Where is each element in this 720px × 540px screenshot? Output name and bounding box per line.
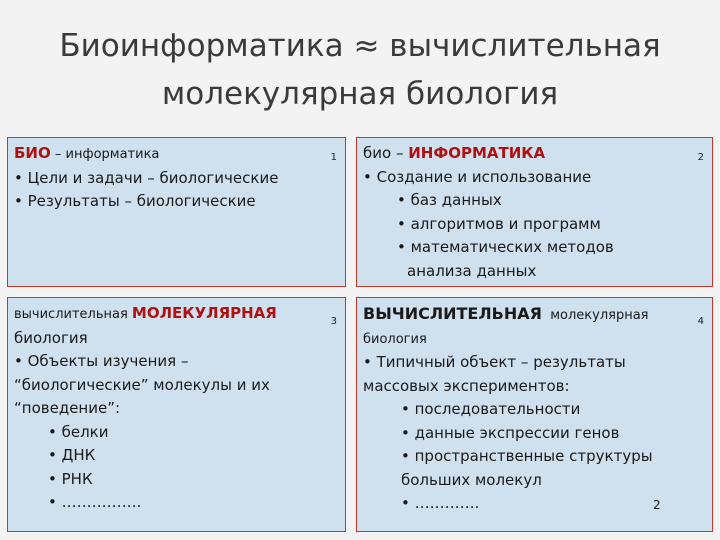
list-item: больших молекул [401,470,542,489]
box-number: 2 [697,152,704,163]
list-item: “поведение”: [14,399,121,417]
list-item: • ……………. [48,493,142,511]
list-item: • данные экспрессии генов [401,423,620,442]
box-heading-rest: молекулярная [541,308,649,323]
box-number: 3 [330,316,337,327]
list-item: биология [14,328,88,347]
box-heading-emphasis: ИНФОРМАТИКА [408,144,546,162]
list-item: • Типичный объект – результаты [363,353,626,371]
box-heading-prefix: био – [363,144,409,162]
box-heading-emphasis: ВЫЧИСЛИТЕЛЬНАЯ [363,304,542,323]
list-item: • Цели и задачи – биологические [14,168,279,187]
list-item: • Результаты – биологические [14,192,256,210]
list-item: • пространственные структуры [401,447,653,465]
list-item: • РНК [48,469,93,488]
list-item: массовых экспериментов: [363,376,570,395]
box-heading-emphasis: МОЛЕКУЛЯРНАЯ [131,304,277,322]
title-line-1: Биоинформатика ≈ вычислительная [59,28,661,64]
box-computational-molecular [7,297,346,532]
slide-title [0,22,720,118]
list-item: • алгоритмов и программ [397,214,601,233]
box-computational-molecular-2 [356,297,713,532]
list-item: • белки [48,422,109,441]
box-heading-rest: – информатика [50,147,160,162]
box-heading-prefix: вычислительная [14,307,132,322]
list-item: • Создание и использование [363,167,592,186]
list-item: • последовательности [401,400,581,418]
list-item: • баз данных [397,191,502,209]
box-heading-emphasis: БИО [14,144,51,162]
list-item: • …………. [401,494,480,512]
box-bio-informatics-2 [356,137,713,287]
list-item: “биологические” молекулы и их [14,375,270,394]
box-number: 4 [697,316,704,327]
list-item: биология [363,331,427,347]
list-item: • математических методов [397,238,614,256]
list-item: • ДНК [48,446,96,464]
box-bio-informatics [7,137,346,287]
box-number: 1 [330,152,337,163]
list-item: анализа данных [407,261,537,280]
title-line-2: молекулярная биология [161,76,559,112]
page-number: 2 [653,498,661,512]
list-item: • Объекты изучения – [14,352,189,370]
